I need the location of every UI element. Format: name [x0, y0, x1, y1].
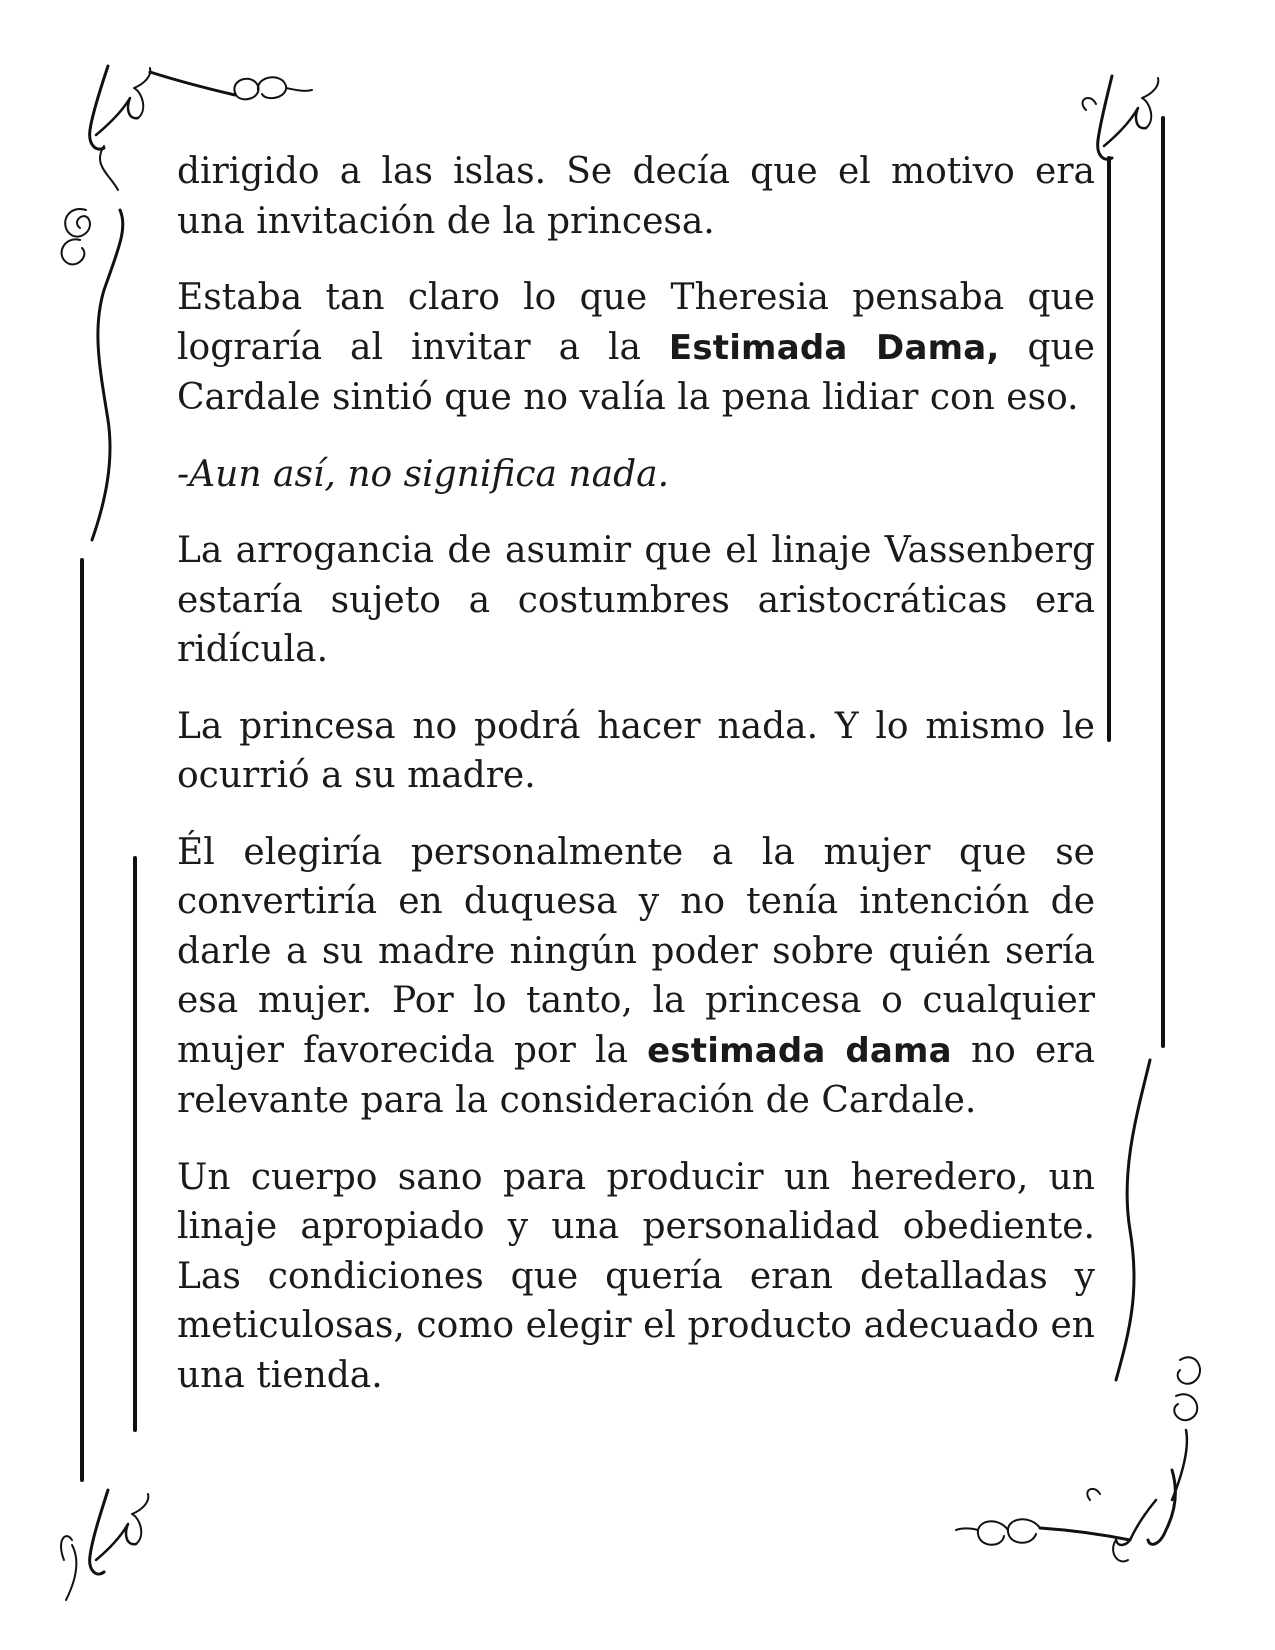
- bottom-left-flourish-icon: [61, 1490, 148, 1600]
- paragraph: [177, 828, 1095, 1126]
- paragraph: [177, 702, 1095, 801]
- paragraph-text: que Cardale sintió que no valía la pena lidiar con eso.: [177, 326, 1095, 418]
- paragraph: [177, 147, 1095, 246]
- paragraph-text: dirigido a las islas. Se decía que el motivo era una invitación de la princesa.: [177, 151, 1095, 242]
- paragraph-text: Él elegiría personalmente a la mujer que se convertiría en duquesa y no tenía intención de darle a su madre ningún poder sobre quién sería esa mujer. Por lo tanto, la princesa o cualquier mujer favorecida por la: [177, 831, 1095, 1071]
- emphasized-term: estimada dama: [647, 1030, 952, 1071]
- paragraph: [177, 526, 1095, 675]
- paragraph: [177, 273, 1095, 423]
- paragraph-text: Estaba tan claro lo que Theresia pensaba que lograría al invitar a la: [177, 277, 1095, 368]
- emphasized-term: Estimada Dama,: [668, 327, 1000, 368]
- paragraph: [177, 1153, 1095, 1401]
- body-text: [177, 147, 1095, 1427]
- paragraph-text: La princesa no podrá hacer nada. Y lo mismo le ocurrió a su madre.: [177, 705, 1095, 796]
- paragraph-text: Un cuerpo sano para producir un heredero, un linaje apropiado y una personalidad obediente. Las condiciones que quería eran detalladas y meticulosas, como elegir el producto adecuado en una tienda.: [177, 1156, 1095, 1396]
- dialogue-text: -Aun así, no significa nada.: [177, 453, 670, 495]
- right-swoosh-icon: [1116, 1060, 1150, 1380]
- dialogue-line: [177, 450, 1095, 500]
- paragraph-text: no era relevante para la consideración de Cardale.: [177, 1029, 1095, 1121]
- paragraph-text: La arrogancia de asumir que el linaje Vassenberg estaría sujeto a costumbres aristocráticas era ridícula.: [177, 530, 1095, 670]
